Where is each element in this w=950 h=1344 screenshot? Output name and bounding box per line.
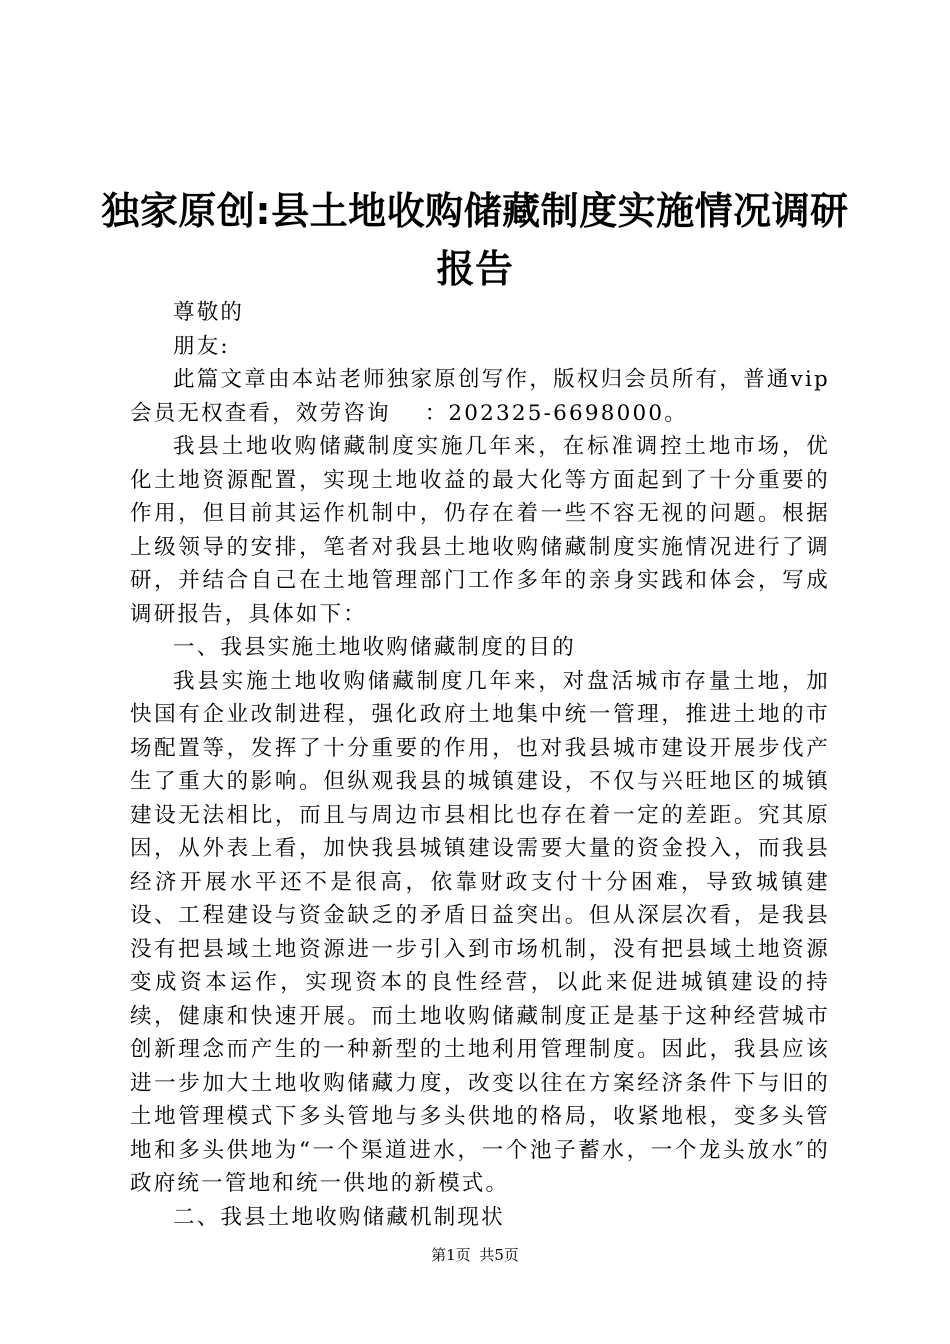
section-heading-1: 一、我县实施土地收购储藏制度的目的 [173, 635, 576, 660]
document-title-line-2: 报告 [436, 247, 514, 291]
copyright-notice [130, 363, 830, 430]
salutation-line-2: 朋友: [173, 333, 230, 359]
document-title-line-1: 独家原创:县土地收购储藏制度实施情况调研 [101, 189, 849, 233]
notice-text: 此篇文章由本站老师独家原创写作，版权归会员所有，普通vip会员无权查看，效劳咨询 [130, 367, 830, 426]
page-footer [0, 1244, 950, 1266]
document-body [130, 296, 830, 1234]
salutation-line-1: 尊敬的 [173, 300, 245, 325]
section-heading-2: 二、我县土地收购储藏机制现状 [173, 1204, 505, 1230]
paragraph-intro: 我县土地收购储藏制度实施几年来，在标准调控土地市场，优化土地资源配置，实现土地收益的最大化等方面起到了十分重要的作用，但目前其运作机制中，仍存在着一些不容无视的问题。根据上级领导的安排，笔者对我县土地收购储藏制度实施情况进行了调研，并结合自己在土地管理部门工作多年的亲身实践和体会，写成调研报告，具体如下： [130, 434, 830, 627]
contact-phone: ：202325-6698000。 [424, 400, 688, 426]
page-number: 第1页 [431, 1246, 471, 1264]
paragraph-section-1: 我县实施土地收购储藏制度几年来，对盘活城市存量土地，加快国有企业改制进程，强化政府土地集中统一管理，推进土地的市场配置等，发挥了十分重要的作用，也对我县城市建设开展步伐产生了重大的影响。但纵观我县的城镇建设，不仅与兴旺地区的城镇建设无法相比，而且与周边市县相比也存在着一定的差距。究其原因，从外表上看，加快我县城镇建设需要大量的资金投入，而我县经济开展水平还不是很高，依靠财政支付十分困难，导致城镇建设、工程建设与资金缺乏的矛盾日益突出。但从深层次看，是我县没有把县域土地资源进一步引入到市场机制，没有把县域土地资源变成资本运作，实现资本的良性经营，以此来促进城镇建设的持续，健康和快速开展。而土地收购储藏制度正是基于这种经营城市创新理念而产生的一种新型的土地利用管理制度。因此，我县应该进一步加大土地收购储藏力度，改变以往在方案经济条件下与旧的土地管理模式下多头管地与多头供地的格局，收紧地根，变多头管地和多头供地为“一个渠道进水，一个池子蓄水，一个龙头放水″的政府统一管地和统一供地的新模式。 [130, 668, 830, 1196]
page-total: 共5页 [479, 1246, 519, 1264]
